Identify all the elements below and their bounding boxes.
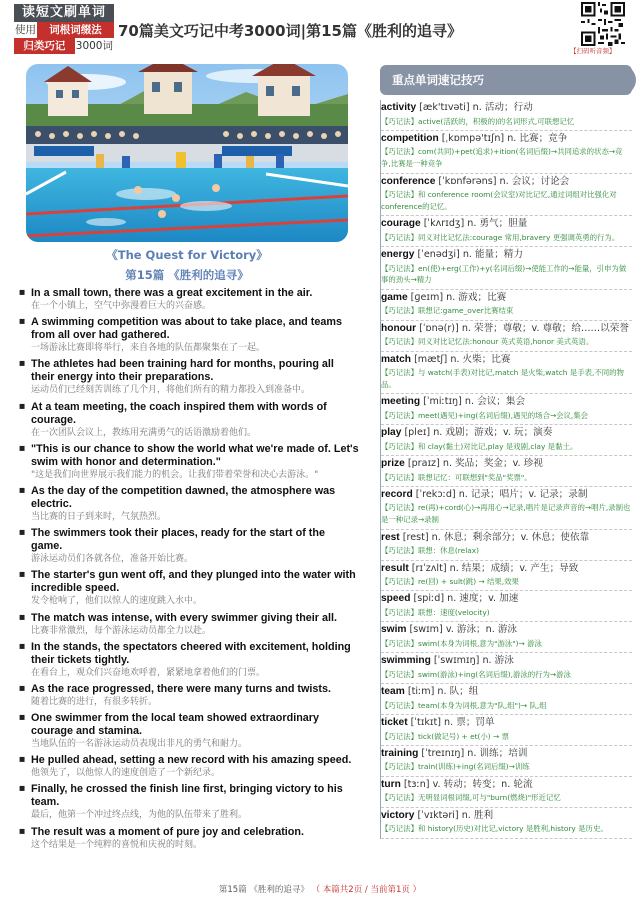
- vocab-entry: [381, 530, 632, 561]
- vocab-word: record: [381, 488, 413, 500]
- memory-tip-text: 联想：休息(relax): [417, 546, 480, 556]
- vocab-memory-tip: [381, 441, 632, 453]
- vocab-memory-tip: [381, 823, 632, 835]
- vocab-memory-tip: [381, 232, 632, 244]
- memory-tip-tag: 【巧记法】: [381, 577, 418, 587]
- vocab-word-line: [381, 353, 632, 368]
- memory-tip-tag: 【巧记法】: [381, 762, 418, 772]
- sentence-item: [19, 826, 359, 851]
- vocab-word: rest: [381, 531, 400, 543]
- sentence-chinese: 游泳运动员们各就各位，准备开始比赛。: [31, 554, 194, 565]
- memory-tip-text: com(共同)+pet(追求)+ition(名词后缀)→共同追求的状态→竞争,比赛是一种竞争: [381, 147, 623, 169]
- memory-tip-tag: 【巧记法】: [381, 793, 418, 803]
- sentence-item: [19, 485, 359, 523]
- vocab-memory-tip: [381, 731, 632, 743]
- memory-tip-tag: 【巧记法】: [381, 472, 418, 482]
- vocab-word: victory: [381, 809, 415, 821]
- vocab-definition: [ˈrekɔːd] n. 记录；唱片；v. 记录；录制: [412, 488, 588, 500]
- sentence-chinese: 当比赛的日子到来时，气氛热烈。: [31, 511, 167, 522]
- brand-logo: [14, 4, 114, 54]
- vocab-word: result: [381, 562, 409, 574]
- vocab-word-line: [381, 395, 632, 410]
- vocab-entry: [381, 394, 632, 425]
- memory-tip-text: 联想：速度(velocity): [417, 607, 490, 617]
- memory-tip-tag: 【巧记法】: [381, 116, 418, 126]
- memory-tip-tag: 【巧记法】: [381, 824, 418, 834]
- sentence-item: [19, 287, 359, 312]
- memory-tip-tag: 【巧记法】: [381, 731, 418, 741]
- page-title: 70篇美文巧记中考3000词|第15篇《胜利的追寻》: [118, 22, 462, 40]
- sentence-chinese: 随着比赛的进行，有很多转折。: [31, 696, 158, 707]
- memory-tip-tag: 【巧记法】: [381, 190, 418, 200]
- sentence-item: [19, 527, 359, 565]
- vocab-word-line: [381, 132, 632, 147]
- memory-tip-text: en(使)+erg(工作)+y(名词后缀)→使能工作的→能量，引申为做事的劲头→精力: [381, 263, 627, 285]
- sentence-english: ■ "This is our chance to show the world what we're made of. Let's swim with honor and determination.": [31, 442, 359, 468]
- vocab-word-line: [381, 562, 632, 577]
- vocab-word-line: [381, 531, 632, 546]
- sentence-item: [19, 754, 359, 779]
- vocab-word: turn: [381, 778, 401, 790]
- vocab-word: prize: [381, 458, 405, 470]
- vocab-definition: [ˈenədʒi] n. 能量；精力: [414, 249, 523, 261]
- vocab-word: conference: [381, 175, 436, 187]
- memory-tip-tag: 【巧记法】: [381, 410, 418, 420]
- sentence-chinese: 一场游泳比赛即将举行，来自各地的队伍都聚集在了一起。: [31, 343, 266, 354]
- memory-tip-text: swim(本身为词根,意为"游泳")→ 游泳: [417, 638, 542, 648]
- logo-row-1-highlight: 词根词缀法: [37, 22, 114, 38]
- vocab-memory-tip: [381, 410, 632, 422]
- vocab-word: activity: [381, 102, 417, 113]
- vocab-entry: [381, 808, 632, 839]
- vocab-word: meeting: [381, 396, 421, 408]
- vocab-memory-tip: [381, 669, 632, 681]
- memory-tip-text: 和 clay(黏土)对比记,play 是戏剧,clay 是黏土。: [417, 441, 578, 451]
- vocab-word-line: [381, 291, 632, 306]
- sentence-english: ■ The swimmers took their places, ready for the start of the game.: [31, 527, 325, 553]
- vocab-memory-tip: [381, 792, 632, 804]
- vocab-definition: [mætʃ] n. 火柴；比赛: [411, 353, 511, 365]
- vocab-word-line: [381, 322, 632, 337]
- vocab-memory-tip: [381, 189, 632, 213]
- vocab-word: speed: [381, 593, 411, 605]
- sentence-chinese: 在一个小镇上，空气中弥漫着巨大的兴奋感。: [31, 301, 212, 311]
- vocab-definition: [ˈkɒnfərəns] n. 会议；讨论会: [435, 175, 570, 187]
- vocab-definition: [rest] n. 休息；剩余部分；v. 休息；使依靠: [399, 531, 590, 543]
- vocab-entry: [381, 715, 632, 746]
- vocab-definition: [ˈmiːtɪŋ] n. 会议；集会: [420, 396, 526, 408]
- vocab-definition: [ˌkɒmpə'tɪʃn] n. 比赛；竞争: [438, 132, 568, 144]
- qr-label: 【扫码听音频】: [570, 47, 616, 55]
- sentence-item: [19, 683, 359, 708]
- memory-tip-tag: 【巧记法】: [381, 232, 418, 242]
- page-header: [0, 0, 640, 62]
- vocab-memory-tip: [381, 146, 632, 170]
- vocab-definition: [rɪˈzʌlt] n. 结果；成绩；v. 产生；导致: [408, 562, 579, 574]
- sentence-chinese: 运动员们已经刻苦训练了几个月，将他们所有的精力都投入到准备中。: [31, 385, 311, 396]
- memory-tip-tag: 【巧记法】: [381, 546, 418, 556]
- vocab-definition: [ˈswɪmɪŋ] n. 游泳: [430, 655, 514, 667]
- sentence-item: [19, 569, 359, 607]
- vocab-word: game: [381, 291, 408, 303]
- sentence-chinese: "这是我们向世界展示我们能力的机会。让我们带着荣誉和决心去游泳。": [31, 469, 319, 480]
- memory-tip-tag: 【巧记法】: [381, 147, 418, 157]
- memory-tip-text: re(回) + sult(跳) → 结果,效果: [417, 577, 519, 587]
- vocab-word-line: [381, 654, 632, 669]
- sentence-list: [19, 287, 359, 855]
- vocab-entry: [381, 131, 632, 174]
- sentence-item: [19, 401, 359, 439]
- sentence-chinese: 最后，他第一个冲过终点线，为他的队伍带来了胜利。: [31, 810, 248, 821]
- vocab-definition: [tɜːn] v. 转动；转变；n. 轮流: [400, 778, 533, 790]
- memory-tip-text: active(活跃的，积极的)的名词形式,可联想记忆: [417, 116, 575, 126]
- memory-tip-text: team(本身为词根,意为"队,组")→ 队,组: [417, 700, 547, 710]
- vocab-word: courage: [381, 218, 421, 230]
- article-title-cn: 第15篇 《胜利的追寻》: [125, 268, 249, 282]
- memory-tip-text: re(再)+cord(心)→再用心→记录,唱片是记录声音的→唱片,录制也是一种记录→录制: [381, 503, 631, 525]
- swimming-competition-illustration: [26, 64, 348, 242]
- logo-row-1-left: 使用: [15, 24, 36, 36]
- vocab-word-line: [381, 248, 632, 263]
- vocab-word-line: [381, 809, 632, 824]
- vocab-definition: [æk'tɪvəti] n. 活动；行动: [416, 102, 533, 113]
- vocab-entry: [381, 487, 632, 530]
- vocab-word-line: [381, 592, 632, 607]
- sentence-chinese: 这个结果是一个纯粹的喜悦和庆祝的时刻。: [31, 839, 203, 850]
- sentence-chinese: 在一次团队会议上，教练用充满勇气的话语激励着他们。: [31, 427, 257, 438]
- sentence-english: ■ At a team meeting, the coach inspired them with words of courage.: [31, 400, 327, 426]
- vocab-memory-tip: [381, 263, 632, 287]
- vocab-word: training: [381, 747, 419, 759]
- vocab-entry: [381, 290, 632, 321]
- vocab-word: match: [381, 353, 412, 365]
- sentence-english: ■ The result was a moment of pure joy and celebration.: [31, 825, 304, 838]
- vocab-entry: [381, 100, 632, 131]
- sentence-item: [19, 358, 359, 396]
- memory-tip-tag: 【巧记法】: [381, 306, 418, 316]
- vocab-word-line: [381, 101, 632, 116]
- vocab-definition: [swɪm] v. 游泳；n. 游泳: [406, 624, 518, 636]
- vocab-word-line: [381, 488, 632, 503]
- sentence-english: ■ The match was intense, with every swimmer giving their all.: [31, 611, 338, 624]
- vocab-word: energy: [381, 249, 415, 261]
- sentence-english: ■ The starter's gun went off, and they plunged into the water with incredible speed.: [31, 569, 356, 595]
- vocab-word: competition: [381, 132, 439, 144]
- vocab-entry: [381, 425, 632, 456]
- memory-tip-tag: 【巧记法】: [381, 607, 418, 617]
- sentence-english: ■ In a small town, there was a great excitement in the air.: [31, 287, 313, 299]
- vocab-entry: [381, 653, 632, 684]
- vocab-definition: [spiːd] n. 速度；v. 加速: [410, 593, 519, 605]
- vocab-memory-tip: [381, 305, 632, 317]
- vocab-word-line: [381, 623, 632, 638]
- vocab-word-line: [381, 457, 632, 472]
- vocab-definition: [ˈkʌrɪdʒ] n. 勇气；胆量: [420, 218, 528, 230]
- vocab-memory-tip: [381, 116, 632, 128]
- sentence-english: ■ As the race progressed, there were many turns and twists.: [31, 682, 332, 695]
- memory-tip-tag: 【巧记法】: [381, 638, 418, 648]
- sentence-chinese: 比赛非常激烈，每个游泳运动员都全力以赴。: [31, 625, 212, 636]
- vocab-definition: [ˈɒnə(r)] n. 荣誉；尊敬；v. 尊敬；给……以荣誉: [416, 322, 629, 334]
- memory-tip-text: 和 history(历史)对比记,victory 是胜利,history 是历史。: [417, 824, 608, 834]
- qr-code-icon[interactable]: [581, 2, 625, 46]
- vocab-word-line: [381, 175, 632, 190]
- sentence-item: [19, 316, 359, 354]
- vocab-word-line: [381, 685, 632, 700]
- memory-tip-text: 与 watch(手表)对比记,match 是火柴,watch 是手表,不同的物品。: [381, 368, 624, 389]
- vocab-entry: [381, 622, 632, 653]
- logo-row-1: [14, 22, 114, 38]
- memory-tip-tag: 【巧记法】: [381, 263, 418, 273]
- vocab-memory-tip: [381, 502, 632, 526]
- vocab-memory-tip: [381, 545, 632, 557]
- vocab-section-heading: 重点单词速记技巧: [380, 65, 632, 95]
- vocab-memory-tip: [381, 607, 632, 619]
- vocab-word-line: [381, 747, 632, 762]
- vocab-word-line: [381, 778, 632, 793]
- vocab-entry: [381, 321, 632, 352]
- memory-tip-text: 同义对比记忆法:courage 常用,bravery 更强调英勇的行为。: [417, 232, 620, 242]
- sentence-english: ■ He pulled ahead, setting a new record with his amazing speed.: [31, 754, 352, 767]
- vocab-word: team: [381, 686, 405, 698]
- memory-tip-text: swim(游泳)+ing(名词后缀),游泳的行为→游泳: [417, 669, 571, 679]
- sentence-english: ■ The athletes had been training hard for months, pouring all their energy into their preparations.: [31, 358, 334, 384]
- footer-page-indicator: （ 本篇共2页 / 当前第1页 ）: [311, 885, 422, 895]
- vocab-entry: [381, 174, 632, 217]
- vocab-entry: [381, 216, 632, 247]
- footer-text: 第15篇 《胜利的追寻》: [218, 885, 309, 895]
- sentence-chinese: 他领先了，以他惊人的速度创造了一个新纪录。: [31, 768, 221, 779]
- vocab-definition: [praɪz] n. 奖品；奖金；v. 珍视: [404, 458, 543, 470]
- vocab-memory-tip: [381, 700, 632, 712]
- vocab-entry: [381, 352, 632, 395]
- memory-tip-tag: 【巧记法】: [381, 441, 418, 451]
- vocab-entry: [381, 777, 632, 808]
- memory-tip-text: 同义对比记忆法:honour 英式英语,honor 美式英语。: [417, 337, 594, 347]
- sentence-item: [19, 783, 359, 821]
- sentence-english: ■ In the stands, the spectators cheered with excitement, holding their tickets tightly.: [31, 640, 351, 666]
- logo-title: 读短文刷单词: [14, 4, 114, 22]
- sentence-english: ■ As the day of the competition dawned, the atmosphere was electric.: [31, 484, 336, 510]
- vocab-word: play: [381, 427, 402, 439]
- vocab-entry: [381, 591, 632, 622]
- sentence-english: ■ A swimming competition was about to take place, and teams from all over had gathered.: [31, 316, 342, 342]
- sentence-english: ■ One swimmer from the local team showed extraordinary courage and stamina.: [31, 712, 320, 738]
- vocab-entry: [381, 247, 632, 290]
- sentence-english: ■ Finally, he crossed the finish line first, bringing victory to his team.: [31, 783, 343, 809]
- memory-tip-text: tick(做记号) + et(小) → 票: [417, 731, 509, 741]
- vocab-list: [380, 100, 632, 839]
- memory-tip-text: 无明显词根词缀,可与"burn(燃烧)"形近记忆: [417, 793, 561, 803]
- logo-row-2: [14, 38, 114, 54]
- vocab-word-line: [381, 716, 632, 731]
- vocab-entry: [381, 561, 632, 592]
- memory-tip-tag: 【巧记法】: [381, 700, 418, 710]
- vocab-entry: [381, 456, 632, 487]
- vocab-memory-tip: [381, 336, 632, 348]
- memory-tip-text: meet(遇见)+ing(名词后缀),遇见的场合→会议,集会: [417, 410, 589, 420]
- vocab-entry: [381, 684, 632, 715]
- vocab-definition: [ɡeɪm] n. 游戏；比赛: [407, 291, 507, 303]
- vocab-entry: [381, 746, 632, 777]
- vocab-memory-tip: [381, 367, 632, 391]
- sentence-chinese: 发令枪响了，他们以惊人的速度跳入水中。: [31, 596, 203, 607]
- memory-tip-tag: 【巧记法】: [381, 669, 418, 679]
- sentence-item: [19, 443, 359, 481]
- sentence-item: [19, 612, 359, 637]
- sentence-chinese: 当地队伍的一名游泳运动员表现出非凡的勇气和耐力。: [31, 739, 248, 750]
- sentence-item: [19, 712, 359, 750]
- vocab-word: ticket: [381, 717, 408, 729]
- vocab-word-line: [381, 426, 632, 441]
- vocab-word: honour: [381, 322, 417, 334]
- vocab-memory-tip: [381, 472, 632, 484]
- memory-tip-tag: 【巧记法】: [381, 368, 418, 378]
- memory-tip-tag: 【巧记法】: [381, 337, 418, 347]
- vocab-word: swim: [381, 624, 407, 636]
- vocab-definition: [ˈtɪkɪt] n. 票；罚单: [407, 717, 495, 729]
- vocab-word-line: [381, 217, 632, 232]
- article-title-en: 《The Quest for Victory》: [106, 248, 268, 262]
- vocab-memory-tip: [381, 761, 632, 773]
- vocab-word: swimming: [381, 655, 431, 667]
- memory-tip-text: 联想记忆：可联想到"奖品"奖票"。: [417, 472, 532, 482]
- logo-row-2-highlight: 归类巧记: [14, 38, 75, 54]
- memory-tip-text: train(训练)+ing(名词后缀)→训练: [417, 762, 530, 772]
- vocab-memory-tip: [381, 576, 632, 588]
- vocab-definition: [ˈtreɪnɪŋ] n. 训练；培训: [418, 747, 528, 759]
- sentence-item: [19, 641, 359, 679]
- memory-tip-text: 联想记:game_over比赛结束: [417, 306, 514, 316]
- memory-tip-text: 和 conference room(会议室)对比记忆,通过词组对比强化对conference的记忆。: [381, 190, 617, 211]
- logo-row-2-right: 3000词: [75, 40, 113, 52]
- page-footer: [0, 883, 640, 895]
- vocab-memory-tip: [381, 638, 632, 650]
- vocab-definition: [pleɪ] n. 戏剧；游戏；v. 玩；演奏: [401, 427, 553, 439]
- sentence-chinese: 在看台上，观众们兴奋地欢呼着，紧紧地拿着他们的门票。: [31, 667, 266, 678]
- memory-tip-tag: 【巧记法】: [381, 503, 418, 513]
- vocab-definition: [tiːm] n. 队；组: [404, 686, 479, 698]
- vocab-definition: [ˈvɪktəri] n. 胜利: [414, 809, 494, 821]
